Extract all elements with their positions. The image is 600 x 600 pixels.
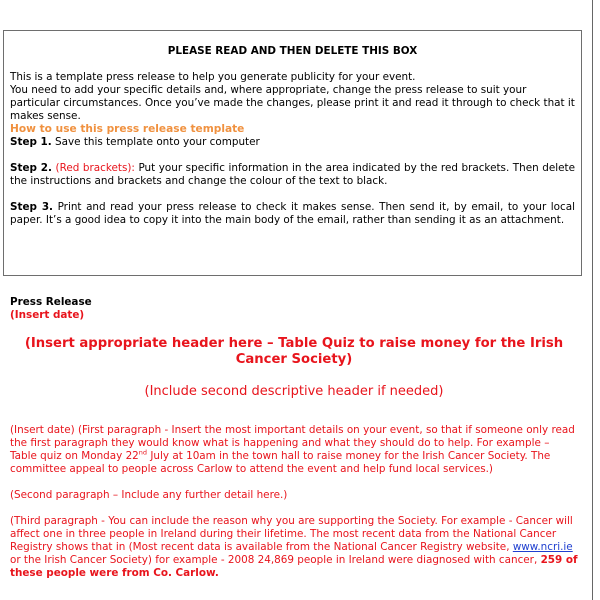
paragraph-1-text: (Insert date) (First paragraph - Insert the most important details on your event, so that if someone only read the first paragraph they would know what is happening and what they should do to help. For example – Table quiz on Monday 22: [10, 424, 575, 462]
date-placeholder: (Insert date): [10, 309, 85, 321]
press-release-label: Press Release: [10, 296, 92, 308]
press-release-subheader: (Include second descriptive header if needed): [144, 384, 444, 399]
paragraph-1: [10, 424, 578, 476]
page-edge-divider: [592, 0, 593, 600]
paragraph-3-bold: 259 of these people were from Co. Carlow.: [10, 554, 578, 579]
intro-line-2: You need to add your specific details and, where appropriate, change the press release to suit your particular circumstances. Once you’ve made the changes, please print it and read it through to check that it makes sense.: [10, 84, 575, 122]
paragraph-3: [10, 515, 578, 580]
ncri-link[interactable]: www.ncri.ie: [512, 541, 573, 553]
paragraph-3-text-cont: or the Irish Cancer Society) for example - 2008 24,869 people in Ireland were diagnosed with cancer,: [10, 554, 541, 566]
step-3: [10, 201, 575, 227]
step-label: Step 3.: [10, 201, 54, 213]
step-text: Print and read your press release to check it makes sense. Then send it, by email, to your local paper. It’s a good idea to copy it into the main body of the email, rather than sending it as an attachment.: [10, 201, 576, 226]
intro-line-1: This is a template press release to help you generate publicity for your event.: [10, 71, 416, 83]
howto-heading: How to use this press release template: [10, 123, 245, 135]
paragraph-1-text-cont: July at 10am in the town hall to raise money for the Irish Cancer Society. The committee appeal to people across Carlow to attend the event and help fund local services.): [10, 450, 551, 475]
step-text: Save this template onto your computer: [51, 136, 260, 148]
instruction-box: [3, 30, 582, 276]
press-release-header: (Insert appropriate header here – Table Quiz to raise money for the Irish Cancer Society): [24, 336, 564, 367]
paragraph-3-text: (Third paragraph - You can include the reason why you are supporting the Society. For example - Cancer will affect one in three people in Ireland during their lifetime. The most recent data from the National Cancer Registry shows that in (Most recent data is available from the National Cancer Registry website,: [10, 515, 573, 553]
step-label: Step 2.: [10, 162, 52, 174]
step-1: [10, 136, 575, 149]
instruction-box-title: PLEASE READ AND THEN DELETE THIS BOX: [167, 45, 418, 57]
step-text: Put your specific information in the area indicated by the red brackets. Then delete the instructions and brackets and change the colour of the text to black.: [10, 162, 576, 187]
paragraph-2: (Second paragraph – Include any further detail here.): [10, 489, 288, 501]
step-label: Step 1.: [10, 136, 52, 148]
step-highlight: (Red brackets):: [51, 162, 135, 174]
instruction-intro: [10, 71, 575, 123]
ordinal-suffix: nd: [138, 448, 148, 457]
step-2: [10, 162, 575, 188]
press-release-body: [10, 296, 578, 580]
